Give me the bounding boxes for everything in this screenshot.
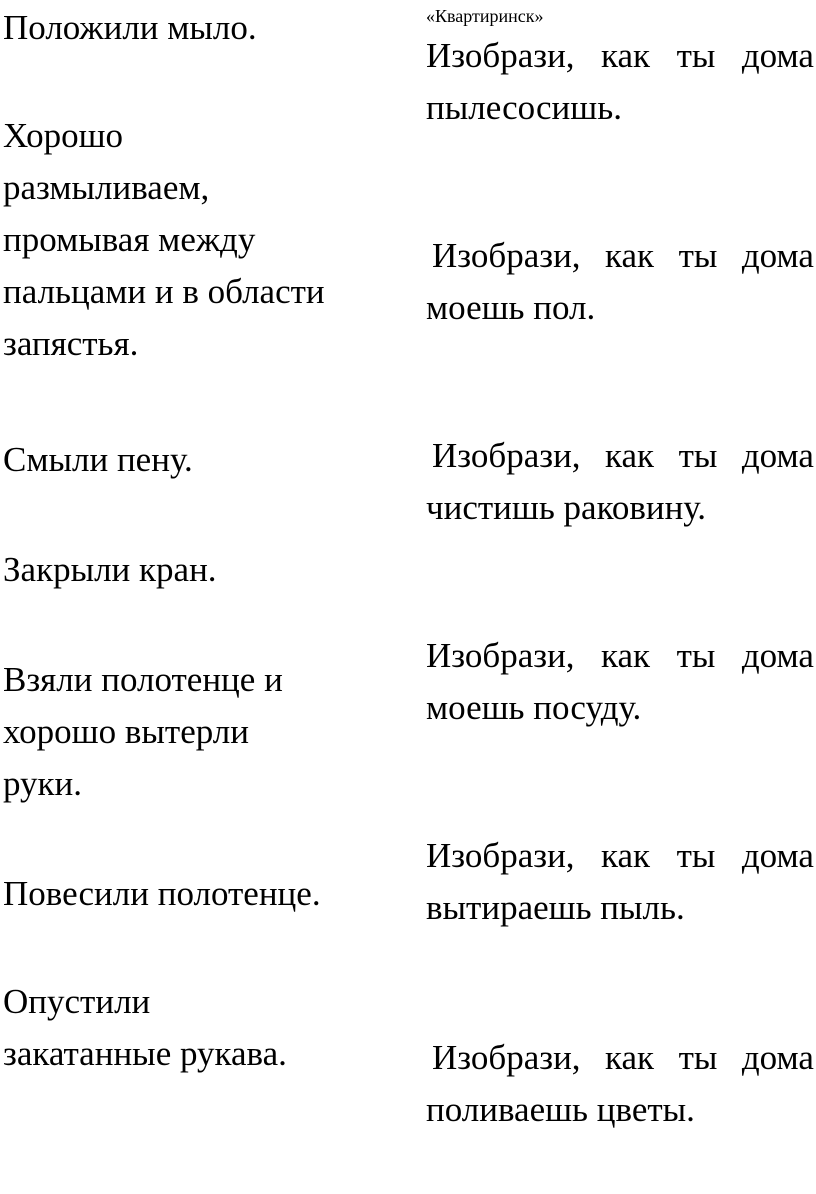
card-line-1: [426, 830, 814, 882]
card-word: Изобрази,: [432, 236, 581, 275]
step-line: размыливаем,: [3, 168, 210, 207]
card-line-1: [426, 430, 814, 482]
step-line: Повесили полотенце.: [3, 874, 321, 913]
card-line-2: поливаешь цветы.: [426, 1090, 695, 1129]
card-line-2: чистишь раковину.: [426, 488, 707, 527]
game-card-6: [426, 1032, 814, 1136]
card-word: ты: [678, 1038, 718, 1077]
game-card-2: [426, 230, 814, 334]
step-line: Закрыли кран.: [3, 550, 217, 589]
step-line: Опустили: [3, 982, 151, 1021]
step-line: Смыли пену.: [3, 440, 193, 479]
card-word: ты: [676, 36, 716, 75]
instruction-step-3: [3, 434, 193, 486]
step-line: закатанные рукава.: [3, 1034, 287, 1073]
card-line-1: [426, 30, 814, 82]
card-word: ты: [678, 436, 718, 475]
instruction-step-5: [3, 654, 283, 810]
card-word: Изобрази,: [432, 1038, 581, 1077]
step-line: Взяли полотенце и: [3, 660, 283, 699]
instruction-step-1: [3, 2, 257, 54]
card-line-2: моешь посуду.: [426, 688, 642, 727]
game-card-5: [426, 830, 814, 934]
card-word: ты: [678, 236, 718, 275]
section-label: «Квартиринск»: [426, 6, 544, 26]
card-word: дома: [741, 436, 814, 475]
game-card-4: [426, 630, 814, 734]
game-card-1: [426, 30, 814, 134]
instruction-step-6: [3, 868, 321, 920]
card-word: как: [605, 236, 655, 275]
card-word: как: [605, 436, 655, 475]
card-word: Изобрази,: [432, 436, 581, 475]
card-line-2: вытираешь пыль.: [426, 888, 685, 927]
card-word: как: [601, 36, 651, 75]
card-line-1: [426, 230, 814, 282]
step-line: хорошо вытерли: [3, 712, 249, 751]
step-line: Положили мыло.: [3, 8, 257, 47]
card-word: Изобрази,: [426, 36, 575, 75]
card-line-2: моешь пол.: [426, 288, 596, 327]
step-line: руки.: [3, 764, 83, 803]
card-word: дома: [741, 36, 814, 75]
card-word: как: [601, 836, 651, 875]
game-card-3: [426, 430, 814, 534]
card-word: как: [601, 636, 651, 675]
card-line-2: пылесосишь.: [426, 88, 622, 127]
card-word: дома: [741, 236, 814, 275]
card-line-1: [426, 630, 814, 682]
step-line: Хорошо: [3, 116, 124, 155]
instruction-step-2: [3, 110, 325, 370]
step-line: промывая между: [3, 220, 256, 259]
card-word: дома: [741, 1038, 814, 1077]
card-line-1: [426, 1032, 814, 1084]
card-word: дома: [741, 636, 814, 675]
step-line: пальцами и в области: [3, 272, 325, 311]
step-line: запястья.: [3, 324, 139, 363]
instruction-step-7: [3, 976, 287, 1080]
card-word: дома: [741, 836, 814, 875]
card-word: Изобрази,: [426, 836, 575, 875]
instruction-step-4: [3, 544, 217, 596]
card-word: ты: [676, 636, 716, 675]
card-word: ты: [676, 836, 716, 875]
card-word: Изобрази,: [426, 636, 575, 675]
card-word: как: [605, 1038, 655, 1077]
